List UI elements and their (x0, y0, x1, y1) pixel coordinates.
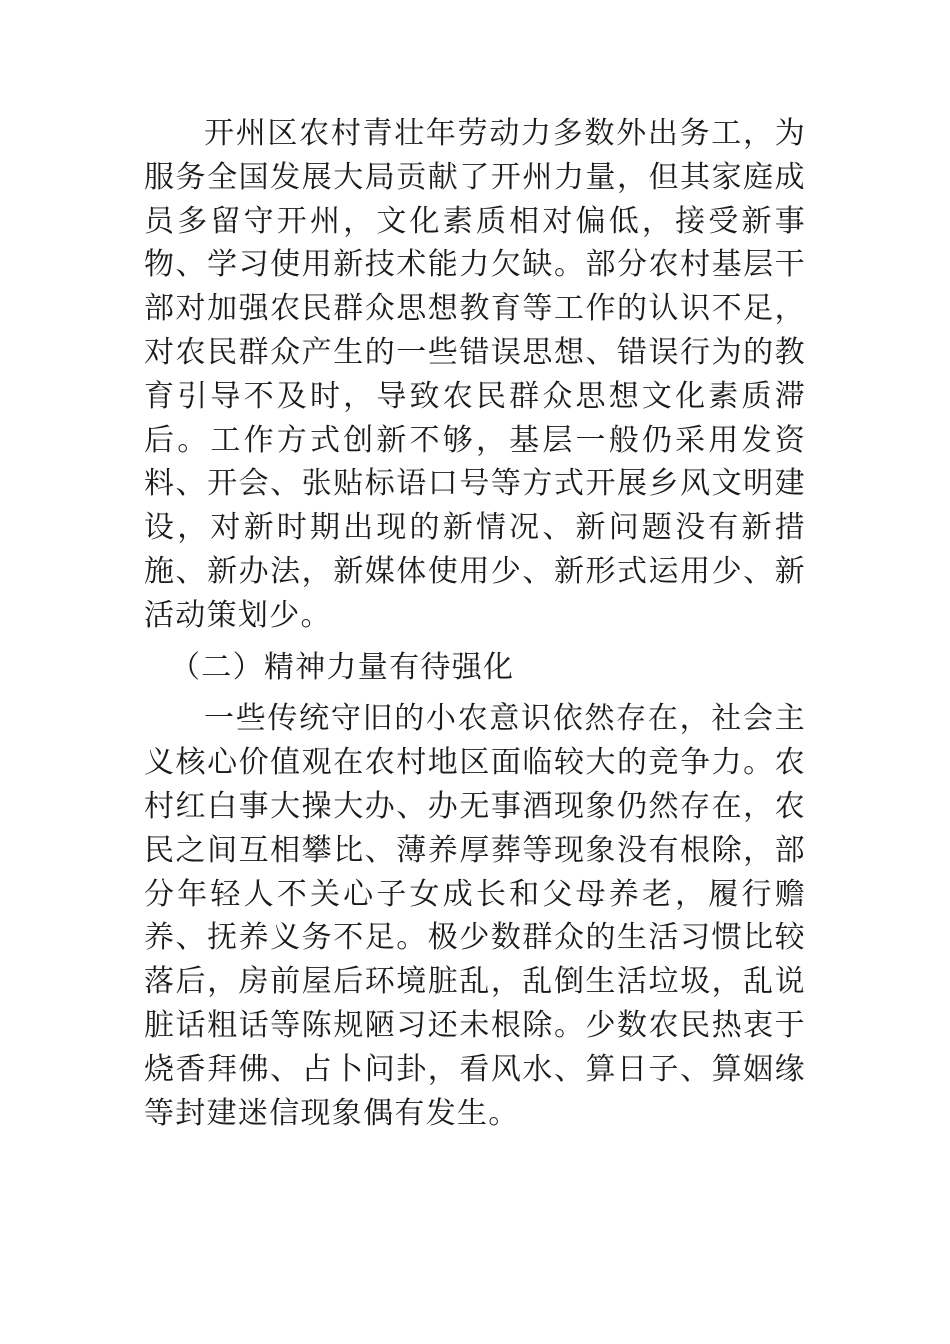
section-heading-spiritual-strength: （二）精神力量有待强化 (170, 649, 515, 685)
paragraph-rural-labor: 开州区农村青壮年劳动力多数外出务工，为服务全国发展大局贡献了开州力量，但其家庭成员多留守开州，文化素质相对偏低，接受新事物、学习使用新技术能力欠缺。部分农村基层干部对加强农民群众思想教育等工作的认识不足，对农民群众产生的一些错误思想、错误行为的教育引导不及时，导致农民群众思想文化素质滞后。工作方式创新不够，基层一般仍采用发资料、开会、张贴标语口号等方式开展乡风文明建设，对新时期出现的新情况、新问题没有新措施、新办法，新媒体使用少、新形式运用少、新活动策划少。 (144, 116, 806, 633)
paragraph-traditional-customs: 一些传统守旧的小农意识依然存在，社会主义核心价值观在农村地区面临较大的竞争力。农村红白事大操大办、办无事酒现象仍然存在，农民之间互相攀比、薄养厚葬等现象没有根除，部分年轻人不关心子女成长和父母养老，履行赡养、抚养义务不足。极少数群众的生活习惯比较落后，房前屋后环境脏乱，乱倒生活垃圾，乱说脏话粗话等陈规陋习还未根除。少数农民热衷于烧香拜佛、占卜问卦，看风水、算日子、算姻缘等封建迷信现象偶有发生。 (144, 701, 806, 1131)
document-body (144, 112, 806, 1135)
